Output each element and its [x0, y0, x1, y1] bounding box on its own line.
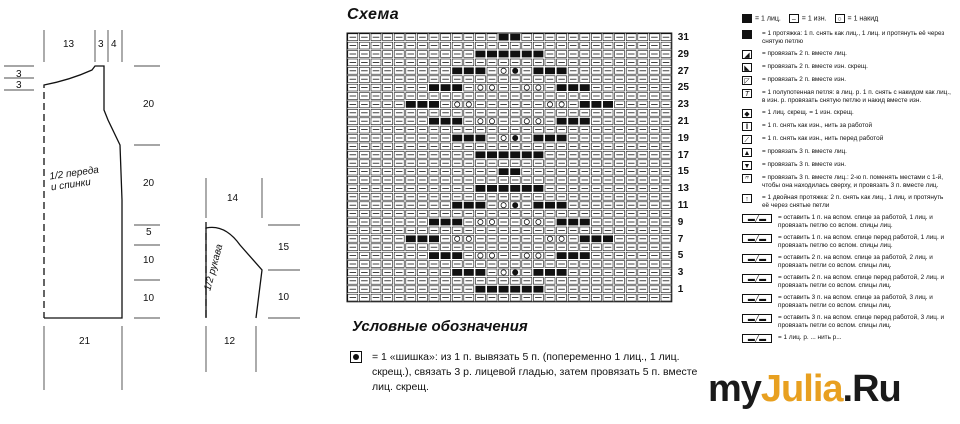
legend-item	[742, 294, 952, 310]
row-number: 9	[677, 216, 684, 228]
legend-item	[742, 148, 952, 157]
chart-cell	[557, 135, 567, 142]
chart-cell	[452, 135, 462, 142]
arrow-up-icon: ↑	[742, 194, 752, 203]
slash-box-icon: ⁄	[742, 135, 752, 144]
legend-item	[742, 109, 952, 118]
legend-item-text: = провязать 2 п. вместе изн. скрещ.	[762, 63, 868, 70]
legend-item-text: = провязать 3 п. вместе изн.	[762, 161, 847, 168]
chart-cell	[441, 252, 451, 259]
chart-cell	[417, 235, 427, 242]
row-number: 25	[677, 82, 689, 94]
watermark-accent: Julia	[760, 368, 843, 410]
chart-cell	[533, 185, 543, 192]
chart-cell	[557, 202, 567, 209]
t-mark-icon: T	[742, 89, 752, 98]
chart-cell	[452, 252, 462, 259]
chart-cell	[499, 168, 509, 175]
chart-cell	[557, 252, 567, 259]
chart-cell	[464, 67, 474, 74]
row-number: 19	[677, 132, 689, 144]
chart-cell	[475, 185, 485, 192]
chart-cell	[452, 202, 462, 209]
watermark-suffix: .Ru	[842, 368, 901, 410]
chart-cell	[580, 118, 590, 125]
chart-cell	[533, 51, 543, 58]
watermark-prefix: my	[708, 368, 761, 410]
sleeve-dim-top: 14	[227, 193, 239, 204]
cable-2-icon: ▬╱▬	[742, 234, 772, 243]
yarn-over-mark	[513, 270, 518, 275]
chart-cell	[545, 202, 555, 209]
body-dim-top-1: 13	[63, 39, 75, 50]
chart-cell	[441, 118, 451, 125]
legend-item-text: = оставить 3 п. на вспом. спице за работой, 3 лиц. и провязать петли со вспом. спицы лиц.	[778, 294, 933, 309]
legend-item-text: = провязать 2 п. вместе изн.	[762, 76, 847, 83]
fan-icon: ꟸ	[742, 174, 752, 183]
body-pattern-label: 1/2 переда и спинки	[48, 164, 100, 194]
filled-square-slash-icon	[742, 30, 752, 39]
legend-item-text: = оставить 1 п. на вспом. спице за работой, 1 лиц. и провязать петлю со вспом. спицы лиц.	[778, 214, 933, 229]
chart-cell	[499, 51, 509, 58]
chart-cell	[487, 151, 497, 158]
sleeve-dim-right-1: 15	[278, 242, 290, 253]
chart-cell	[499, 286, 509, 293]
yarn-over-mark	[513, 135, 518, 140]
chart-cell	[499, 185, 509, 192]
legend-item-text: = оставить 2 п. на вспом. спице за работой, 2 лиц. и провязать петли со вспом. спицы лиц.	[778, 254, 933, 269]
legend-item	[742, 334, 952, 343]
legend-item	[742, 76, 952, 85]
sleeve-pattern	[206, 178, 300, 372]
body-dim-bottom: 21	[79, 336, 91, 347]
chart-cell	[452, 269, 462, 276]
legend-top	[742, 14, 884, 23]
row-number: 13	[677, 183, 689, 195]
chart-cell	[510, 34, 520, 41]
legend-item	[742, 214, 952, 230]
circle-icon: ○	[835, 14, 845, 23]
yarn-over-mark	[513, 68, 518, 73]
chart-cell	[510, 151, 520, 158]
chart-cell	[510, 286, 520, 293]
chart-cell	[545, 67, 555, 74]
chart-cell	[429, 101, 439, 108]
legend-item-text: = 1 лиц. р. ... нить р...	[778, 334, 842, 341]
legend-item	[742, 122, 952, 131]
bobble-note	[350, 350, 720, 395]
chart-cell	[499, 34, 509, 41]
legend-item	[742, 161, 952, 170]
row-number: 29	[677, 48, 689, 60]
body-dim-left-1: 3	[16, 69, 22, 80]
row-number: 1	[677, 284, 684, 295]
chart-cell	[510, 185, 520, 192]
chart-cell	[533, 286, 543, 293]
legend-item-text: = 1 двойная протяжка: 2 п. снять как лиц., 1 лиц. и протянуть её через снятые петли	[762, 194, 944, 209]
sleeve-pattern-label: 1/2 рукава	[202, 243, 226, 292]
chart-cell	[522, 185, 532, 192]
chart-cell	[580, 252, 590, 259]
body-dim-left-2: 3	[16, 80, 22, 91]
chart-cell	[429, 219, 439, 226]
body-dim-top-3: 4	[111, 39, 117, 50]
row-number: 5	[677, 250, 684, 262]
legend-item-text: = 1 п. снять как изн., нить перед работой	[762, 135, 884, 142]
chart-cell	[475, 269, 485, 276]
chart-cell	[557, 219, 567, 226]
down-arrow-box-icon: ▼	[743, 163, 751, 170]
chart-cell	[545, 269, 555, 276]
body-dim-right-5: 10	[143, 293, 155, 304]
chart-cell	[580, 235, 590, 242]
cable-7-icon: ▬╱▬	[742, 334, 772, 343]
legend-top-knit-text: = 1 лиц.	[755, 15, 781, 23]
legend-item	[742, 314, 952, 330]
cable-4-icon: ▬╱▬	[742, 274, 772, 283]
bobble-icon	[350, 351, 362, 363]
chart-cell	[557, 84, 567, 91]
legend-item-text: = провязать 3 п. вместе лиц.: 2-ю п. поменять местами с 1-й, чтобы она находилась сверху, и провязать 3 п. вместе лиц.	[762, 174, 944, 189]
chart-cell	[522, 51, 532, 58]
legend-item	[742, 135, 952, 144]
legend-title: Условные обозначения	[352, 318, 528, 335]
chart-cell	[568, 219, 578, 226]
legend-item-text: = 1 протяжка: 1 п. снять как лиц., 1 лиц. и протянуть её через снятую петлю	[762, 30, 945, 45]
row-number: 17	[677, 149, 689, 161]
legend-item-text: = оставить 3 п. на вспом. спице перед работой, 3 лиц. и провязать петли со вспом. спицы лиц.	[778, 314, 945, 329]
legend-item-text: = провязать 2 п. вместе лиц.	[762, 50, 847, 57]
cross-filled-icon: ◆	[742, 109, 752, 118]
chart-cell	[452, 219, 462, 226]
cable-5-icon: ▬╱▬	[742, 294, 772, 303]
chart-cell	[568, 118, 578, 125]
chart-cell	[591, 235, 601, 242]
bobble-text: = 1 «шишка»: из 1 п. вывязать 5 п. (попеременно 1 лиц., 1 лиц. скрещ.), связать 3 р. лицевой гладью, затем провязать 5 п. вместе лиц. скрещ.	[372, 351, 698, 393]
chart-cell	[464, 269, 474, 276]
chart-cell	[487, 185, 497, 192]
chart-cell	[429, 252, 439, 259]
chart-cell	[429, 235, 439, 242]
chart-cell	[441, 219, 451, 226]
up-arrow-box-icon: ▲	[743, 150, 751, 157]
row-number: 21	[677, 116, 689, 127]
cable-1-icon: ▬╱▬	[742, 214, 772, 223]
legend-top-yo	[835, 14, 879, 23]
chart-cell	[475, 67, 485, 74]
triangle-left-icon: ◣	[742, 63, 752, 72]
chart-cell	[522, 286, 532, 293]
legend-item-text: = 1 п. снять как изн., нить за работой	[762, 122, 873, 129]
dbl-bar-icon: ‖	[742, 122, 752, 131]
chart-cell	[475, 202, 485, 209]
legend-item-text: = провязать 3 п. вместе лиц.	[762, 148, 847, 155]
row-number: 11	[677, 200, 689, 211]
row-number: 7	[677, 233, 684, 245]
row-number: 15	[677, 166, 689, 178]
chart-cell	[580, 101, 590, 108]
chart-cell	[580, 84, 590, 91]
chart-cell	[603, 235, 613, 242]
legend-item	[742, 174, 952, 190]
row-number: 3	[677, 267, 684, 279]
chart-cell	[475, 51, 485, 58]
chart-cell	[557, 67, 567, 74]
chart-cell	[522, 151, 532, 158]
chart-cell	[452, 67, 462, 74]
chart-cell	[464, 135, 474, 142]
filled-square-icon	[742, 14, 752, 23]
legend-item-text: = 1 полупотенная петля: в лиц. р. 1 п. снять с накидом как лиц., в изн. р. провязать снятую петлю и накид вместе изн.	[762, 89, 951, 104]
chart-cell	[441, 84, 451, 91]
row-number: 23	[677, 99, 689, 111]
chart-cell	[475, 286, 485, 293]
chart-cell	[487, 51, 497, 58]
body-dim-right-4: 10	[143, 255, 155, 266]
chart-cell	[545, 135, 555, 142]
legend-top-knit	[742, 14, 781, 23]
chart-cell	[557, 118, 567, 125]
chart-cell	[406, 101, 416, 108]
legend-item	[742, 274, 952, 290]
chart-cell	[406, 235, 416, 242]
legend-item	[742, 30, 952, 46]
chart-cell	[568, 252, 578, 259]
legend-item-text: = оставить 1 п. на вспом. спице перед работой, 1 лиц. и провязать петлю со вспом. спицы лиц.	[778, 234, 945, 249]
body-dim-right-2: 20	[143, 178, 155, 189]
chart-cell	[533, 135, 543, 142]
legend-item	[742, 63, 952, 72]
scheme-title: Схема	[347, 6, 400, 23]
legend-list	[742, 30, 952, 347]
legend-item	[742, 194, 952, 210]
chart-cell	[591, 101, 601, 108]
chart-cell	[452, 84, 462, 91]
chart-cell	[452, 118, 462, 125]
legend-top-purl-text: = 1 изн.	[801, 15, 827, 23]
chart-cell	[533, 151, 543, 158]
sleeve-dim-right-2: 10	[278, 292, 290, 303]
chart-cell	[533, 269, 543, 276]
legend-item-text: = 1 лиц. скрещ. = 1 изн. скрещ.	[762, 109, 854, 116]
chart-cell	[568, 84, 578, 91]
chart-cell	[475, 151, 485, 158]
chart-cell	[429, 118, 439, 125]
legend-item	[742, 50, 952, 59]
legend-item-text: = оставить 2 п. на вспом. спице перед работой, 2 лиц. и провязать петли со вспом. спицы лиц.	[778, 274, 945, 289]
legend-item	[742, 234, 952, 250]
chart-cell	[603, 101, 613, 108]
row-number: 31	[677, 32, 689, 43]
stitch-chart	[347, 33, 672, 302]
cable-3-icon: ▬╱▬	[742, 254, 772, 263]
body-dim-top-2: 3	[98, 39, 104, 50]
chart-cell	[510, 51, 520, 58]
chart-cell	[533, 67, 543, 74]
cable-6-icon: ▬╱▬	[742, 314, 772, 323]
chart-cell	[533, 202, 543, 209]
body-dim-right-3: 5	[146, 227, 152, 238]
legend-item	[742, 254, 952, 270]
triangle-outline-icon: ◸	[742, 76, 752, 85]
chart-cell	[417, 101, 427, 108]
row-number: 27	[677, 65, 689, 77]
chart-cell	[557, 269, 567, 276]
chart-cell	[499, 151, 509, 158]
chart-cell	[475, 135, 485, 142]
chart-cell	[429, 84, 439, 91]
triangle-right-icon: ◢	[742, 50, 752, 59]
yarn-over-mark	[513, 203, 518, 208]
chart-cell	[580, 219, 590, 226]
legend-top-purl	[789, 14, 827, 23]
chart-cell	[510, 168, 520, 175]
sleeve-dim-bottom: 12	[224, 336, 236, 347]
dash-square-icon: –	[789, 14, 799, 23]
legend-top-yo-text: = 1 накид	[847, 15, 879, 23]
chart-cell	[487, 286, 497, 293]
site-watermark	[708, 368, 901, 411]
legend-item	[742, 89, 952, 105]
body-dim-right-1: 20	[143, 99, 155, 110]
chart-cell	[464, 202, 474, 209]
